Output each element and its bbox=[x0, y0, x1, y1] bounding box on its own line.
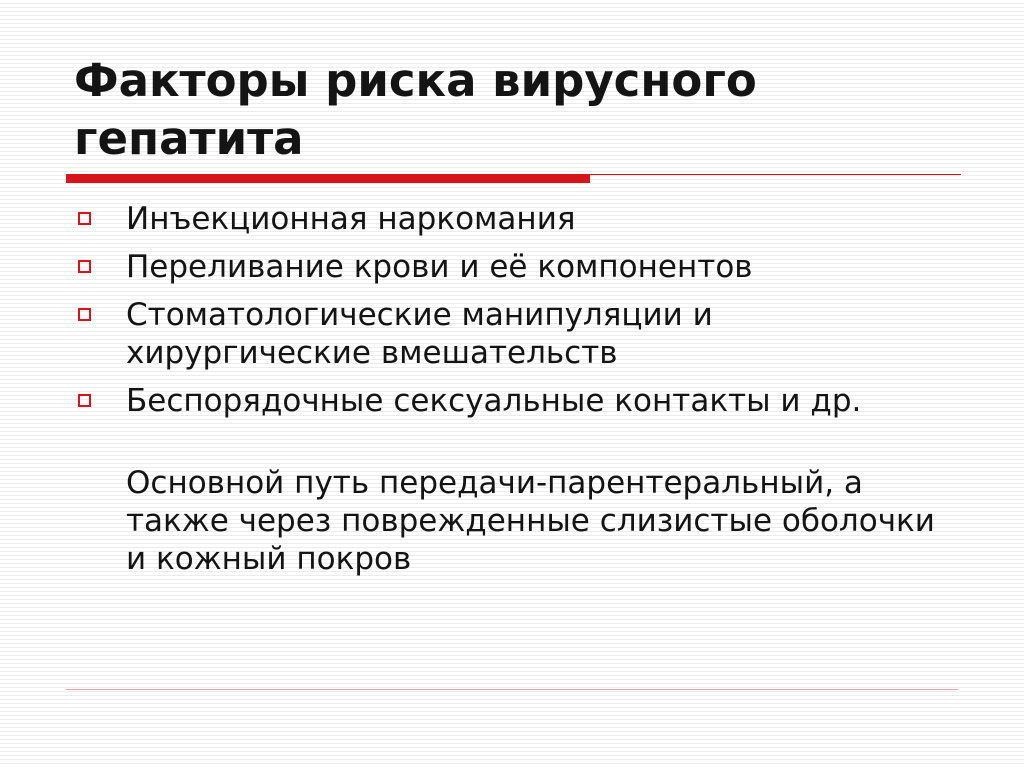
bullet-text: Инъекционная наркомания bbox=[126, 201, 576, 237]
hollow-square-bullet-icon bbox=[78, 308, 91, 321]
slide-title bbox=[74, 52, 954, 168]
title-underline-thin-line bbox=[590, 174, 961, 175]
bullet-item-dental-surgical-procedures bbox=[76, 296, 956, 372]
bullet-item-blood-transfusion bbox=[76, 248, 956, 286]
bullet-item-injection-drug-use bbox=[76, 200, 956, 238]
bullet-text: Переливание крови и её компонентов bbox=[126, 249, 753, 285]
title-underline-thick-bar bbox=[66, 174, 590, 183]
slide-title-line-1: Факторы риска вирусного bbox=[74, 54, 757, 107]
transmission-note: Основной путь передачи-парентеральный, а также через поврежденные слизистые оболочки и кожный покров bbox=[126, 465, 935, 577]
title-underline bbox=[66, 171, 961, 183]
bullet-text: Стоматологические манипуляции и хирургические вмешательств bbox=[126, 297, 713, 371]
bullet-list bbox=[76, 200, 956, 430]
bullet-item-sexual-contacts bbox=[76, 382, 956, 420]
hollow-square-bullet-icon bbox=[78, 394, 91, 407]
hollow-square-bullet-icon bbox=[78, 260, 91, 273]
bullet-text: Беспорядочные сексуальные контакты и др. bbox=[126, 383, 862, 419]
hollow-square-bullet-icon bbox=[78, 212, 91, 225]
transmission-note-block bbox=[76, 464, 956, 578]
slide-title-line-2: гепатита bbox=[74, 112, 304, 165]
footer-divider bbox=[66, 689, 958, 690]
